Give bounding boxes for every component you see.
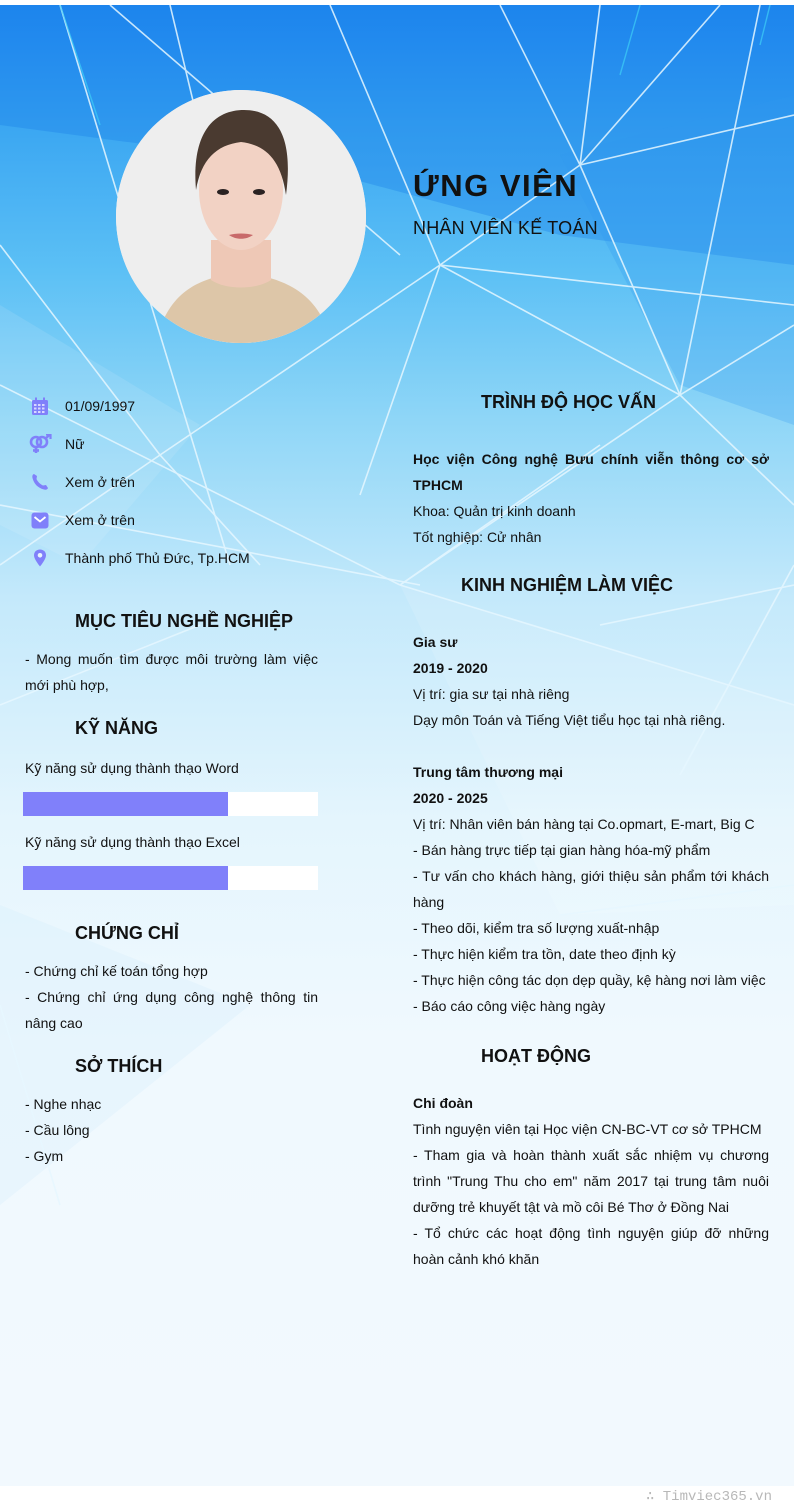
- skill-bar-fill: [23, 792, 228, 816]
- hobbies-list: [25, 1091, 318, 1169]
- contact-gender: [28, 425, 250, 463]
- objective-text: - Mong muốn tìm được môi trường làm việc mới phù hợp,: [25, 651, 318, 693]
- gender-value: Nữ: [65, 436, 85, 452]
- contact-email: [28, 501, 250, 539]
- job-entry-1: [413, 629, 769, 733]
- contact-birthday: [28, 387, 250, 425]
- job-title: NHÂN VIÊN KẾ TOÁN: [413, 218, 598, 238]
- job-company: Trung tâm thương mại: [413, 764, 563, 780]
- degree: Tốt nghiệp: Cử nhân: [413, 529, 542, 545]
- job-line: - Báo cáo công việc hàng ngày: [413, 998, 606, 1014]
- portrait-image: [116, 90, 366, 343]
- contact-list: [28, 387, 250, 577]
- activity-line: - Tổ chức các hoạt động tình nguyện giúp đỡ những hoàn cảnh khó khăn: [413, 1225, 769, 1267]
- activities-details: [413, 1090, 769, 1272]
- hobby-item: - Cầu lông: [25, 1122, 90, 1138]
- watermark: ∴ Timviec365.vn: [645, 1489, 772, 1505]
- faculty: Khoa: Quản trị kinh doanh: [413, 503, 576, 519]
- candidate-name: ỨNG VIÊN: [413, 168, 579, 203]
- certificates-heading: CHỨNG CHỈ: [75, 923, 179, 943]
- hobbies-heading: SỞ THÍCH: [75, 1056, 163, 1076]
- certificates-list: [25, 958, 318, 1036]
- job-entry-2: [413, 759, 769, 1019]
- phone-value: Xem ở trên: [65, 474, 135, 490]
- hobby-item: - Nghe nhạc: [25, 1096, 102, 1112]
- job-period: 2019 - 2020: [413, 660, 488, 676]
- skill-bar-word: [23, 792, 318, 816]
- skill-bar-fill: [23, 866, 228, 890]
- contact-phone: [28, 463, 250, 501]
- address-value: Thành phố Thủ Đức, Tp.HCM: [65, 550, 250, 566]
- job-line: - Theo dõi, kiểm tra số lượng xuất-nhập: [413, 920, 660, 936]
- job-line: - Bán hàng trực tiếp tại gian hàng hóa-mỹ phẩm: [413, 842, 711, 858]
- experience-heading: KINH NGHIỆM LÀM VIỆC: [461, 575, 674, 595]
- objective-heading: MỤC TIÊU NGHỀ NGHIỆP: [75, 611, 294, 631]
- contact-address: [28, 539, 250, 577]
- job-period: 2020 - 2025: [413, 790, 488, 806]
- job-line: - Thực hiện công tác dọn dẹp quầy, kệ hàng nơi làm việc: [413, 972, 766, 988]
- job-line: - Thực hiện kiểm tra tồn, date theo định kỳ: [413, 946, 676, 962]
- birthday-value: 01/09/1997: [65, 398, 136, 414]
- skills-heading: KỸ NĂNG: [75, 718, 159, 738]
- cv-page: [0, 5, 794, 1486]
- activity-line: Tình nguyện viên tại Học viện CN-BC-VT cơ sở TPHCM: [413, 1121, 762, 1137]
- hobby-item: - Gym: [25, 1148, 64, 1164]
- gender-icon: [28, 432, 52, 456]
- phone-icon: [28, 470, 52, 494]
- education-details: [413, 446, 769, 550]
- school-name: Học viện Công nghệ Bưu chính viễn thông cơ sở TPHCM: [413, 451, 769, 493]
- cv-content: [0, 5, 794, 1486]
- certificate-item: - Chứng chỉ ứng dụng công nghệ thông tin nâng cao: [25, 989, 318, 1031]
- education-heading: TRÌNH ĐỘ HỌC VẤN: [481, 392, 656, 412]
- email-value: Xem ở trên: [65, 512, 135, 528]
- activity-line: - Tham gia và hoàn thành xuất sắc nhiệm vụ chương trình "Trung Thu cho em" năm 2017 tại trung tâm nuôi dưỡng trẻ khuyết tật và mồ côi Bé Thơ ở Đồng Nai: [413, 1147, 769, 1215]
- email-icon: [28, 508, 52, 532]
- activities-heading: HOẠT ĐỘNG: [481, 1046, 591, 1066]
- skill-label-word: Kỹ năng sử dụng thành thạo Word: [25, 760, 239, 776]
- job-company: Gia sư: [413, 634, 458, 650]
- skill-label-excel: Kỹ năng sử dụng thành thạo Excel: [25, 834, 240, 850]
- avatar: [116, 90, 366, 343]
- activity-org: Chi đoàn: [413, 1095, 473, 1111]
- skill-bar-excel: [23, 866, 318, 890]
- job-line: Vị trí: Nhân viên bán hàng tại Co.opmart, E-mart, Big C: [413, 816, 755, 832]
- calendar-icon: [28, 394, 52, 418]
- certificate-item: - Chứng chỉ kế toán tổng hợp: [25, 963, 208, 979]
- job-line: Dạy môn Toán và Tiếng Việt tiểu học tại nhà riêng.: [413, 712, 726, 728]
- job-line: Vị trí: gia sư tại nhà riêng: [413, 686, 570, 702]
- location-pin-icon: [28, 546, 52, 570]
- job-line: - Tư vấn cho khách hàng, giới thiệu sản phẩm tới khách hàng: [413, 868, 769, 910]
